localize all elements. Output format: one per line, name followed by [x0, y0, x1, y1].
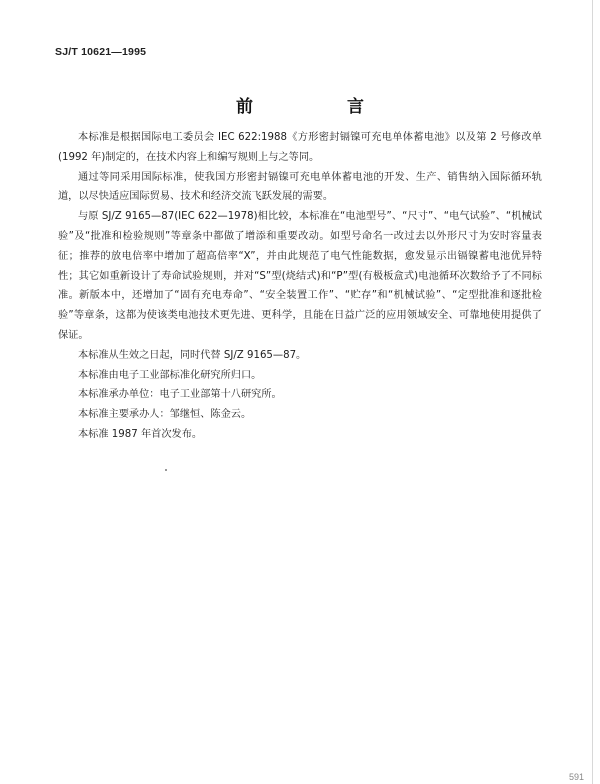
paragraph-administered-by: 本标准由电子工业部标准化研究所归口。 [78, 369, 262, 381]
scan-speck [165, 469, 167, 471]
paragraph-purpose: 通过等同采用国际标准，使我国方形密封镉镍可充电单体蓄电池的开发、生产、销售纳入国际循环轨道，以尽快适应国际贸易、技术和经济交流飞跃发展的需要。 [58, 171, 542, 203]
foreword-body [58, 128, 542, 445]
paragraph-drafting-unit: 本标准承办单位：电子工业部第十八研究所。 [78, 389, 282, 401]
paragraph-drafters: 本标准主要承办人：邹继恒、陈金云。 [78, 409, 252, 421]
standard-code: SJ/T 10621—1995 [55, 46, 147, 58]
paragraph-effective-date: 本标准从生效之日起，同时代替 SJ/Z 9165—87。 [78, 349, 307, 361]
paragraph-comparison: 与原 SJ/Z 9165—87(IEC 622—1978)相比较，本标准在“电池型号”、“尺寸”、“电气试验”、“机械试验”及“批准和检验规则”等章条中都做了增添和重要改动。如型号命名一改过去以外形尺寸为安时容量表征；推荐的放电倍率中增加了超高倍率“X”，并由此规范了电气性能数据，愈发显示出镉镍蓄电池优异特性；其它如重新设计了寿命试验规则，并对“S”型(烧结式)和“P”型(有极板盒式)电池循环次数给予了不同标准。新版本中，还增加了“固有充电寿命”、“安全装置工作”、“贮存”和“机械试验”、“定型批准和逐批检验”等章条，这都为使该类电池技术更先进、更科学，且能在日益广泛的应用领域安全、可靠地使用提供了保证。 [58, 211, 542, 341]
paragraph-first-issue: 本标准 1987 年首次发布。 [78, 428, 203, 440]
page-title: 前 言 [236, 97, 408, 117]
scan-edge-line [592, 0, 593, 784]
paragraph-adoption-basis: 本标准是根据国际电工委员会 IEC 622:1988《方形密封镉镍可充电单体蓄电池》以及第 2 号修改单(1992 年)制定的，在技术内容上和编写规则上与之等同。 [58, 132, 542, 163]
page-number: 591 [568, 772, 584, 782]
